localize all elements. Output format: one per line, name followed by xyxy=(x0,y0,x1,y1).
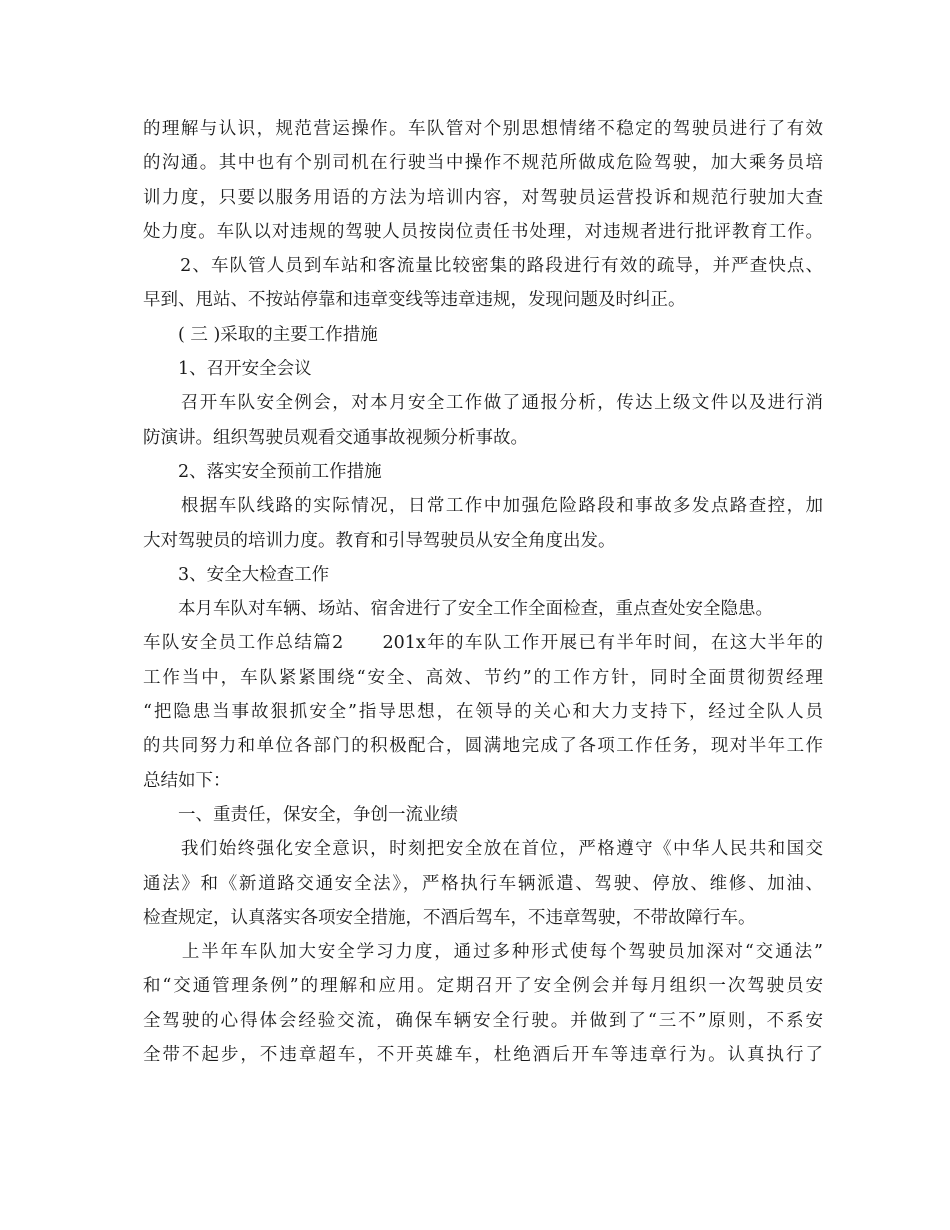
text-line: 检查规定，认真落实各项安全措施，不酒后驾车，不违章驾驶，不带故障行车。 xyxy=(143,907,756,928)
subheading: 1、召开安全会议 xyxy=(143,359,312,380)
text-line: 大对驾驶员的培训力度。教育和引导驾驶员从安全角度出发。 xyxy=(143,530,616,551)
text-line: 防演讲。组织驾驶员观看交通事故视频分析事故。 xyxy=(143,427,528,448)
text-line: 工作当中，车队紧紧围绕“安全、高效、节约”的工作方针，同时全面贯彻贺经理 xyxy=(143,667,823,688)
text-line: 我们始终强化安全意识，时刻把安全放在首位，严格遵守《中华人民共和国交 xyxy=(143,839,823,860)
text-line: 上半年车队加大安全学习力度，通过多种形式使每个驾驶员加深对“交通法” xyxy=(143,942,823,963)
text-line: 本月车队对车辆、场站、宿舍进行了安全工作全面检查，重点查处安全隐患。 xyxy=(143,599,773,620)
text-line: 的理解与认识，规范营运操作。车队管对个别思想情绪不稳定的驾驶员进行了有效 xyxy=(143,119,823,139)
section-heading: ( 三 )采取的主要工作措施 xyxy=(143,324,378,345)
text-line: 早到、甩站、不按站停靠和违章变线等违章违规，发现问题及时纠正。 xyxy=(143,290,686,311)
text-line: 车队安全员工作总结篇2 201x年的车队工作开展已有半年时间，在这大半年的 xyxy=(143,633,823,654)
text-line: “把隐患当事故狠抓安全”指导思想，在领导的关心和大力支持下，经过全队人员 xyxy=(143,702,823,723)
text-line: 根据车队线路的实际情况，日常工作中加强危险路段和事故多发点路查控，加 xyxy=(143,496,823,517)
text-line: 2、车队管人员到车站和客流量比较密集的路段进行有效的疏导，并严查快点、 xyxy=(143,256,823,277)
document-body xyxy=(143,112,823,1072)
text-line: 的共同努力和单位各部门的积极配合，圆满地完成了各项工作任务，现对半年工作 xyxy=(143,736,823,757)
text-line: 总结如下： xyxy=(143,770,231,791)
subheading: 3、安全大检查工作 xyxy=(143,564,330,585)
subheading: 2、落实安全预前工作措施 xyxy=(143,461,382,482)
text-line: 召开车队安全例会，对本月安全工作做了通报分析，传达上级文件以及进行消 xyxy=(143,393,823,414)
section-heading: 一、重责任，保安全，争创一流业绩 xyxy=(143,804,458,825)
text-line: 全驾驶的心得体会经验交流，确保车辆安全行驶。并做到了“三不”原则，不系安 xyxy=(143,1010,823,1031)
text-line: 通法》和《新道路交通安全法》，严格执行车辆派遣、驾驶、停放、维修、加油、 xyxy=(143,873,823,894)
text-line: 全带不起步，不违章超车，不开英雄车，杜绝酒后开车等违章行为。认真执行了 xyxy=(143,1045,823,1066)
text-line: 训力度，只要以服务用语的方法为培训内容，对驾驶员运营投诉和规范行驶加大查 xyxy=(143,187,823,208)
text-line: 处力度。车队以对违规的驾驶人员按岗位责任书处理，对违规者进行批评教育工作。 xyxy=(143,221,823,242)
text-line: 和“交通管理条例”的理解和应用。定期召开了安全例会并每月组织一次驾驶员安 xyxy=(143,976,823,997)
text-line: 的沟通。其中也有个别司机在行驶当中操作不规范所做成危险驾驶，加大乘务员培 xyxy=(143,153,823,174)
